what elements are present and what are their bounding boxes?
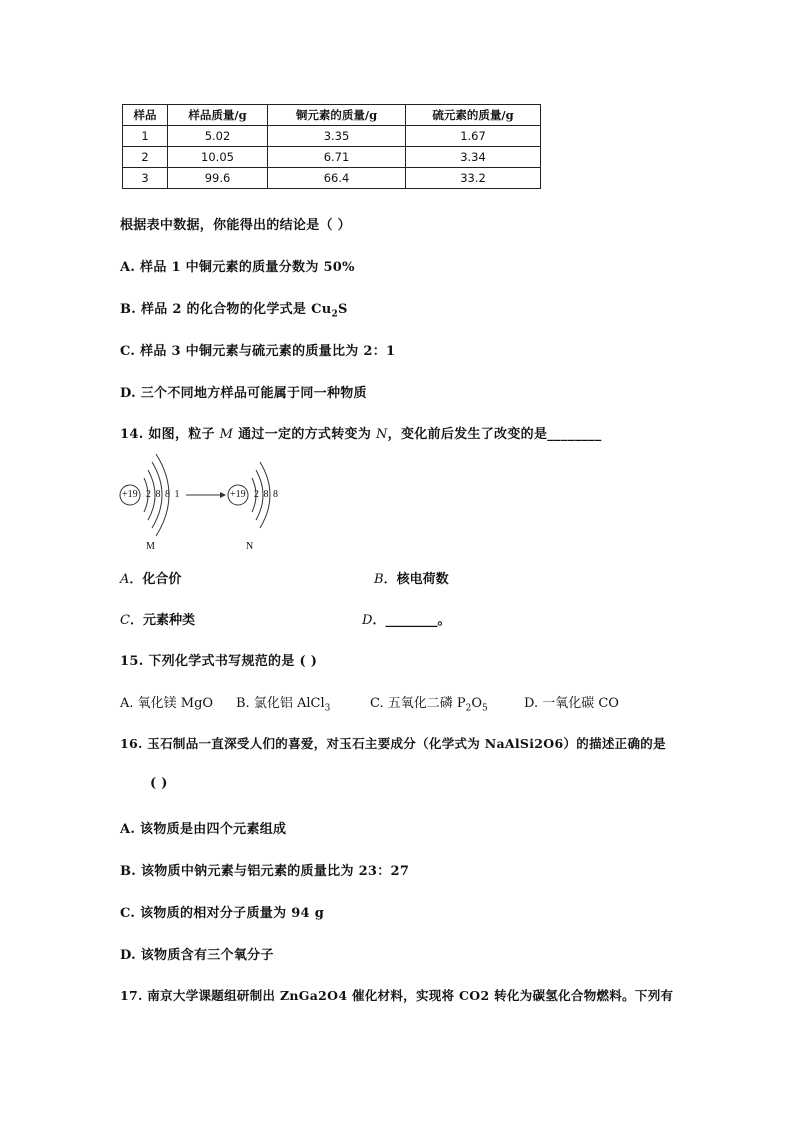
q14-c-text: ．元素种类: [129, 613, 195, 628]
q14-option-a: [120, 568, 181, 587]
q14-a-text: ．化合价: [129, 572, 182, 587]
header-sample-mass: 样品质量/g: [168, 105, 268, 126]
q13-option-c: C. 样品 3 中铜元素与硫元素的质量比为 2：1: [120, 344, 396, 359]
q15-option-a: A. 氧化镁 MgO: [120, 696, 214, 711]
m-nucleus-charge: +19: [122, 489, 138, 500]
q16-option-c: C. 该物质的相对分子质量为 94 g: [120, 906, 325, 921]
table-cell: 3.35: [268, 126, 406, 147]
header-s-mass: 硫元素的质量/g: [406, 105, 541, 126]
table-cell: 3: [123, 168, 168, 189]
q13-option-d: D. 三个不同地方样品可能属于同一种物质: [120, 386, 367, 401]
q16-paren: ( ): [150, 776, 168, 791]
q15-c-text: C. 五氧化二磷 P: [370, 696, 466, 711]
q15-c-mid: O: [471, 696, 483, 711]
q13-b-sub: 2: [331, 309, 339, 320]
q14-option-c: [120, 609, 195, 628]
table-cell: 6.71: [268, 147, 406, 168]
q16-stem: 16. 玉石制品一直深受人们的喜爱，对玉石主要成分（化学式为 NaAlSi2O6）的描述正确的是: [120, 736, 666, 751]
q14-stem-mid: 通过一定的方式转变为: [238, 427, 372, 442]
sample-table: [122, 104, 541, 189]
q14-b-text: ．核电荷数: [383, 572, 449, 587]
q14-stem: [120, 423, 602, 442]
table-row: [123, 147, 541, 168]
q15-c-sub1: 2: [465, 703, 472, 714]
q15-option-b: [236, 692, 330, 714]
table-row: [123, 168, 541, 189]
q14-option-b: [374, 568, 449, 587]
q15-stem: 15. 下列化学式书写规范的是 ( ): [120, 654, 318, 669]
q16-option-d: D. 该物质含有三个氧分子: [120, 948, 274, 963]
q14-d-letter: D: [362, 613, 373, 628]
q15-option-c: [370, 692, 488, 714]
table-row: [123, 126, 541, 147]
header-sample: 样品: [123, 105, 168, 126]
m-label: M: [146, 541, 155, 552]
q13-option-a: A. 样品 1 中铜元素的质量分数为 50%: [120, 260, 355, 275]
q14-b-letter: B: [374, 572, 384, 587]
q16-option-b: B. 该物质中钠元素与铝元素的质量比为 23：27: [120, 864, 410, 879]
q13-stem: 根据表中数据，你能得出的结论是（ ）: [120, 218, 351, 233]
n-nucleus-charge: +19: [230, 489, 246, 500]
q14-option-d: [362, 609, 450, 628]
n-shell-electrons: 2 8 8: [254, 489, 279, 500]
q14-d-text: ．________。: [372, 613, 451, 628]
atom-diagram: [110, 450, 290, 560]
q15-c-sub2: 5: [482, 703, 488, 714]
m-shell-electrons: 2 8 8 1: [146, 489, 181, 500]
q13-b-post: S: [338, 302, 348, 317]
q17-stem: 17. 南京大学课题组研制出 ZnGa2O4 催化材料，实现将 CO2 转化为碳氢化合物燃料。下列有: [120, 988, 674, 1003]
q13-b-text: B. 样品 2 的化合物的化学式是 Cu: [120, 302, 332, 317]
table-header-row: [123, 105, 541, 126]
table-cell: 5.02: [168, 126, 268, 147]
q15-option-d: D. 一氧化碳 CO: [524, 696, 619, 711]
header-cu-mass: 铜元素的质量/g: [268, 105, 406, 126]
table-cell: 2: [123, 147, 168, 168]
q14-c-letter: C: [120, 613, 130, 628]
n-label: N: [246, 541, 254, 552]
q15-b-text: B. 氯化铝 AlCl: [236, 696, 325, 711]
table-cell: 10.05: [168, 147, 268, 168]
arrow-head-icon: [220, 492, 226, 498]
q16-option-a: A. 该物质是由四个元素组成: [120, 822, 287, 837]
q14-a-letter: A: [120, 572, 130, 587]
table-cell: 1: [123, 126, 168, 147]
q14-m-symbol: M: [219, 427, 234, 442]
table-cell: 33.2: [406, 168, 541, 189]
table-cell: 99.6: [168, 168, 268, 189]
q14-stem-post: ，变化前后发生了改变的是________: [387, 427, 602, 442]
table-cell: 66.4: [268, 168, 406, 189]
q13-option-b: [120, 298, 348, 320]
table-cell: 3.34: [406, 147, 541, 168]
q15-b-sub: 3: [324, 703, 331, 714]
table-cell: 1.67: [406, 126, 541, 147]
q14-stem-pre: 14. 如图，粒子: [120, 427, 215, 442]
q14-n-symbol: N: [375, 427, 388, 442]
